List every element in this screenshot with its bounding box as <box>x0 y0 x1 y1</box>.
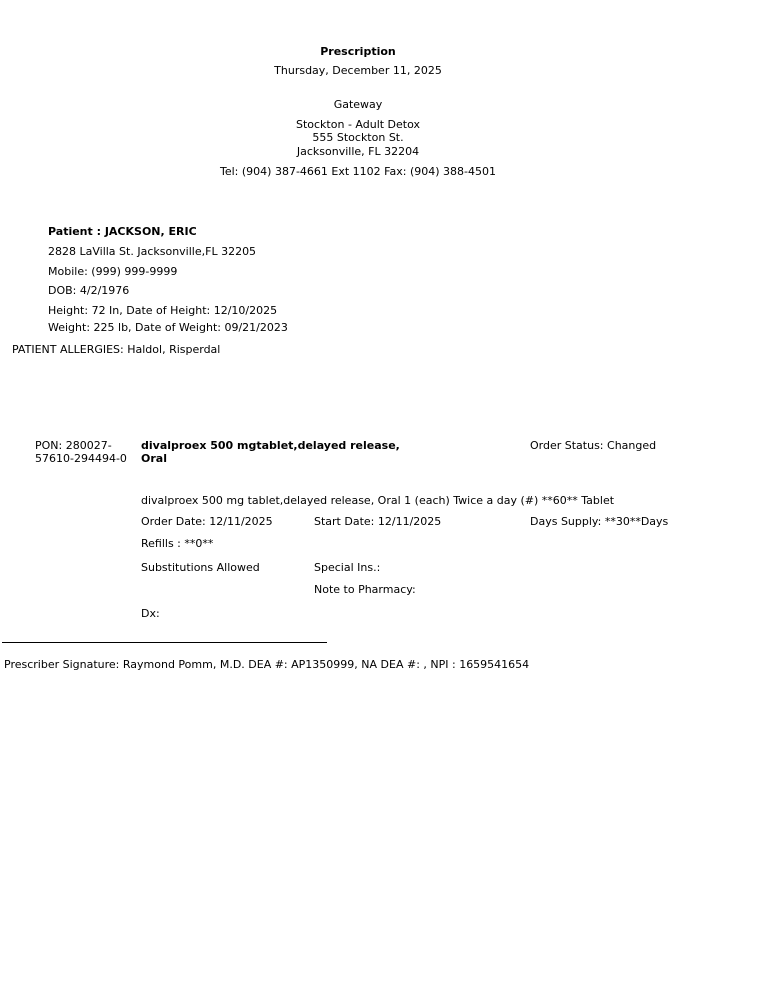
patient-address: 2828 LaVilla St. Jacksonville,FL 32205 <box>48 245 257 258</box>
days-supply: Days Supply: **30**Days <box>530 515 669 528</box>
prescriber-signature: Prescriber Signature: Raymond Pomm, M.D. DEA #: AP1350999, NA DEA #: , NPI : 1659541654 <box>4 658 530 671</box>
organization-name: Gateway <box>333 98 383 111</box>
drug-name-line2: Oral <box>141 452 167 465</box>
prescription-date: Thursday, December 11, 2025 <box>274 64 442 77</box>
patient-name: Patient : JACKSON, ERIC <box>48 225 197 238</box>
facility-contact: Tel: (904) 387-4661 Ext 1102 Fax: (904) 388-4501 <box>220 165 496 178</box>
pon-line2: 57610-294494-0 <box>35 452 127 465</box>
facility-address-line1: 555 Stockton St. <box>312 131 404 144</box>
drug-name-line1: divalproex 500 mgtablet,delayed release, <box>141 439 400 452</box>
facility-name: Stockton - Adult Detox <box>295 118 421 131</box>
pon-line1: PON: 280027- <box>35 439 112 452</box>
sig-instructions: divalproex 500 mg tablet,delayed release, Oral 1 (each) Twice a day (#) **60** Tablet <box>141 494 615 507</box>
patient-height: Height: 72 In, Date of Height: 12/10/2025 <box>48 304 278 317</box>
patient-weight: Weight: 225 lb, Date of Weight: 09/21/2023 <box>48 321 288 334</box>
order-status: Order Status: Changed <box>530 439 657 452</box>
refills: Refills : **0** <box>141 537 214 550</box>
note-to-pharmacy: Note to Pharmacy: <box>314 583 416 596</box>
special-instructions: Special Ins.: <box>314 561 381 574</box>
substitutions: Substitutions Allowed <box>141 561 260 574</box>
document-title: Prescription <box>320 45 396 58</box>
signature-line <box>2 642 327 643</box>
start-date: Start Date: 12/11/2025 <box>314 515 442 528</box>
patient-mobile: Mobile: (999) 999-9999 <box>48 265 178 278</box>
patient-allergies: PATIENT ALLERGIES: Haldol, Risperdal <box>12 343 221 356</box>
order-date: Order Date: 12/11/2025 <box>141 515 273 528</box>
facility-address-line2: Jacksonville, FL 32204 <box>296 145 420 158</box>
patient-dob: DOB: 4/2/1976 <box>48 284 130 297</box>
diagnosis: Dx: <box>141 607 160 620</box>
